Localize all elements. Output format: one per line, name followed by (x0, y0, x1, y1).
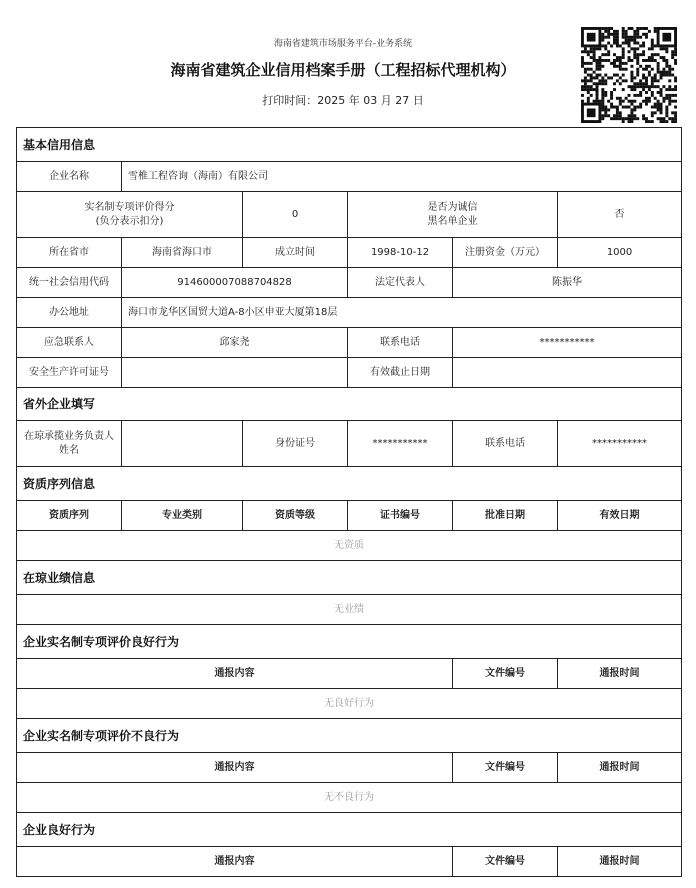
good-behavior-col-content: 通报内容 (17, 847, 453, 877)
blacklist-label-line1: 是否为诚信 (427, 201, 478, 213)
print-time: 打印时间：2025 年 03 月 27 日 (262, 94, 424, 107)
blacklist-value: 否 (558, 192, 682, 238)
local-person-label (17, 421, 122, 467)
qualification-col-series: 资质序列 (17, 501, 122, 531)
score-value: 0 (243, 192, 348, 238)
capital-label: 注册资金（万元） (453, 238, 558, 268)
section-outside-enterprise: 省外企业填写 (17, 388, 682, 421)
section-good-behavior: 企业良好行为 (17, 813, 682, 847)
good-realname-empty: 无良好行为 (17, 689, 682, 719)
good-behavior-col-doc: 文件编号 (453, 847, 558, 877)
blacklist-label-line2: 黑名单企业 (427, 215, 478, 227)
phone-value: *********** (453, 328, 682, 358)
id-number-label: 身份证号 (243, 421, 348, 467)
good-behavior-col-time: 通报时间 (558, 847, 682, 877)
local-person-value (122, 421, 243, 467)
emergency-contact-label: 应急联系人 (17, 328, 122, 358)
qr-code-icon (581, 27, 677, 123)
bad-realname-col-content: 通报内容 (17, 753, 453, 783)
bad-realname-empty: 无不良行为 (17, 783, 682, 813)
credit-record-table (16, 127, 682, 877)
section-good-realname: 企业实名制专项评价良好行为 (17, 625, 682, 659)
valid-until-label: 有效截止日期 (348, 358, 453, 388)
section-bad-realname: 企业实名制专项评价不良行为 (17, 719, 682, 753)
emergency-contact-value: 邱家尧 (122, 328, 348, 358)
credit-code-value: 91460000708870482​8 (122, 268, 348, 298)
qualification-col-level: 资质等级 (243, 501, 348, 531)
founded-value: 1998-10-12 (348, 238, 453, 268)
credit-code-label: 统一社会信用代码 (17, 268, 122, 298)
legal-rep-label: 法定代表人 (348, 268, 453, 298)
safety-permit-label: 安全生产许可证号 (17, 358, 122, 388)
performance-empty: 无业绩 (17, 595, 682, 625)
bad-realname-col-doc: 文件编号 (453, 753, 558, 783)
founded-label: 成立时间 (243, 238, 348, 268)
score-label-line2: (负分表示扣分) (95, 215, 164, 227)
safety-permit-value (122, 358, 348, 388)
company-name-value: 雪椎工程咨询（海南）有限公司 (122, 162, 682, 192)
qualification-col-approve-date: 批准日期 (453, 501, 558, 531)
capital-value: 1000 (558, 238, 682, 268)
score-label-line1: 实名制专项评价得分 (84, 201, 175, 213)
score-label (17, 192, 243, 238)
company-name-label: 企业名称 (17, 162, 122, 192)
blacklist-label (348, 192, 558, 238)
qualification-col-cert-no: 证书编号 (348, 501, 453, 531)
valid-until-value (453, 358, 682, 388)
outside-phone-value: *********** (558, 421, 682, 467)
platform-name: 海南省建筑市场服务平台-业务系统 (273, 39, 413, 49)
id-number-value: *********** (348, 421, 453, 467)
local-person-label-line1: 在琼承揽业务负责人 (24, 430, 114, 442)
bad-realname-col-time: 通报时间 (558, 753, 682, 783)
legal-rep-value: 陈振华 (453, 268, 682, 298)
section-performance: 在琼业绩信息 (17, 561, 682, 595)
section-basic-info: 基本信用信息 (17, 128, 682, 162)
section-qualification: 资质序列信息 (17, 467, 682, 501)
good-realname-col-doc: 文件编号 (453, 659, 558, 689)
qualification-col-category: 专业类别 (122, 501, 243, 531)
phone-label: 联系电话 (348, 328, 453, 358)
province-city-value: 海南省海口市 (122, 238, 243, 268)
address-value: 海口市龙华区国贸大道A-8小区申亚大厦第18层 (122, 298, 682, 328)
local-person-label-line2: 姓名 (59, 444, 79, 456)
good-realname-col-content: 通报内容 (17, 659, 453, 689)
qualification-empty: 无资质 (17, 531, 682, 561)
outside-phone-label: 联系电话 (453, 421, 558, 467)
good-realname-col-time: 通报时间 (558, 659, 682, 689)
qualification-col-valid-date: 有效日期 (558, 501, 682, 531)
province-city-label: 所在省市 (17, 238, 122, 268)
page-title: 海南省建筑企业信用档案手册（工程招标代理机构） (170, 61, 516, 79)
address-label: 办公地址 (17, 298, 122, 328)
